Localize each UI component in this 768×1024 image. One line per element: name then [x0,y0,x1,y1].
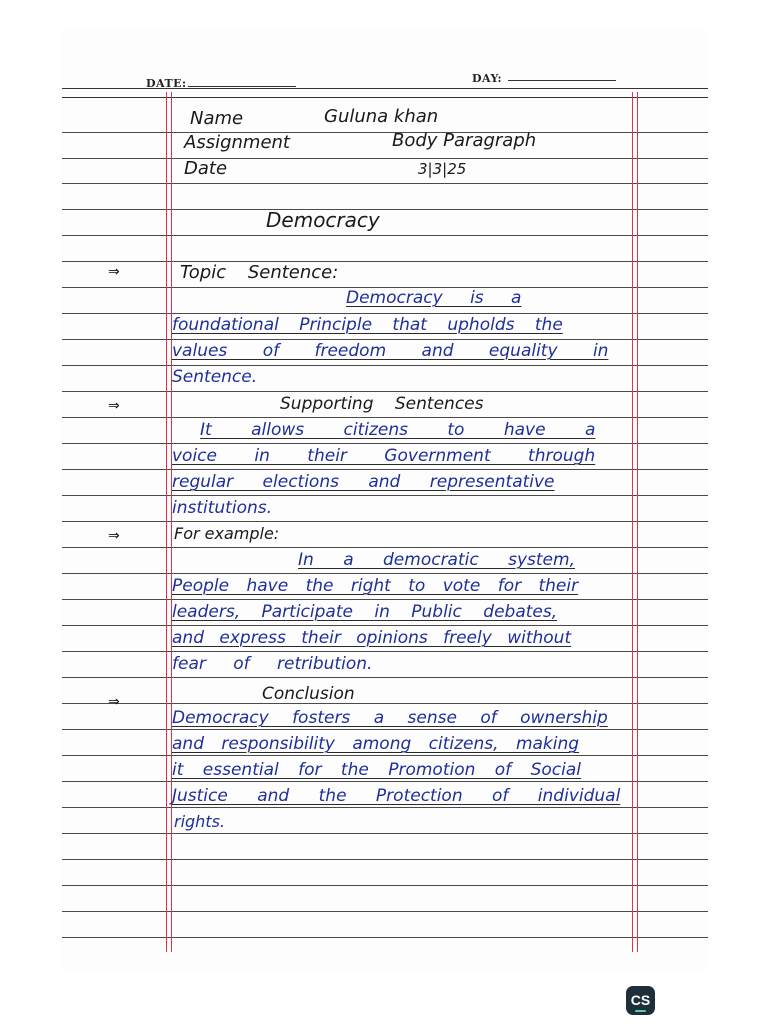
page-rule [62,235,708,236]
date-line [188,86,296,87]
assignment-value: Body Paragraph [392,130,537,151]
page-rule [62,573,708,574]
page-rule [62,132,708,133]
page-rule [62,781,708,782]
topic-line: values of freedom and equality in [172,341,609,361]
page-rule [62,859,708,860]
page-rule [62,651,708,652]
arrow-icon: ⇒ [108,694,120,710]
arrow-icon: ⇒ [108,264,120,280]
supporting-line: voice in their Government through [172,446,596,466]
page-rule [62,183,708,184]
camscanner-logo-icon: CS [626,986,655,1015]
day-line [508,80,616,81]
topic-heading: Topic Sentence: [180,262,339,283]
example-line: fear of retribution. [172,654,373,674]
example-line: People have the right to vote for their [172,576,579,596]
left-margin-line [166,92,172,952]
page-rule [62,88,708,89]
right-margin-line [632,92,638,952]
conclusion-line: it essential for the Promotion of Social [172,760,581,780]
page-rule [62,313,708,314]
example-line: In a democratic system, [298,550,575,570]
topic-line: foundational Principle that upholds the [172,315,563,335]
conclusion-line: Justice and the Protection of individual [172,786,621,806]
page-rule [62,937,708,938]
page-rule [62,703,708,704]
page-rule [62,417,708,418]
page-rule [62,261,708,262]
page-rule [62,97,708,98]
conclusion-line: Democracy fosters a sense of ownership [172,708,608,728]
page-rule [62,833,708,834]
supporting-line: regular elections and representative [172,472,555,492]
notebook-page [62,30,708,970]
page-rule [62,885,708,886]
example-line: leaders, Participate in Public debates, [172,602,558,622]
day-label: DAY: [472,72,503,85]
date-field-value: 3|3|25 [418,160,467,178]
page-title: Democracy [266,208,380,232]
page-rule [62,547,708,548]
page-rule [62,158,708,159]
page-rule [62,443,708,444]
date-field-label: Date [184,158,228,179]
topic-line: Sentence. [172,367,258,387]
page-rule [62,209,708,210]
page-rule [62,521,708,522]
arrow-icon: ⇒ [108,528,120,544]
conclusion-line: rights. [174,812,226,831]
page-rule [62,339,708,340]
arrow-icon: ⇒ [108,398,120,414]
supporting-line: institutions. [172,498,273,518]
supporting-line: It allows citizens to have a [200,420,596,440]
example-heading: For example: [174,524,280,543]
conclusion-heading: Conclusion [262,684,355,704]
example-line: and express their opinions freely without [172,628,572,648]
topic-line: Democracy is a [346,288,522,308]
page-rule [62,729,708,730]
page-rule [62,495,708,496]
assignment-label: Assignment [184,132,290,153]
page-rule [62,599,708,600]
conclusion-line: and responsibility among citizens, making [172,734,580,754]
page-rule [62,625,708,626]
page-rule [62,807,708,808]
page-rule [62,911,708,912]
date-label: DATE: [146,77,187,90]
page-rule [62,391,708,392]
page-rule [62,755,708,756]
name-label: Name [190,108,244,129]
page-rule [62,365,708,366]
page-rule [62,469,708,470]
page-rule [62,677,708,678]
name-value: Guluna khan [324,106,439,127]
supporting-heading: Supporting Sentences [280,394,484,414]
